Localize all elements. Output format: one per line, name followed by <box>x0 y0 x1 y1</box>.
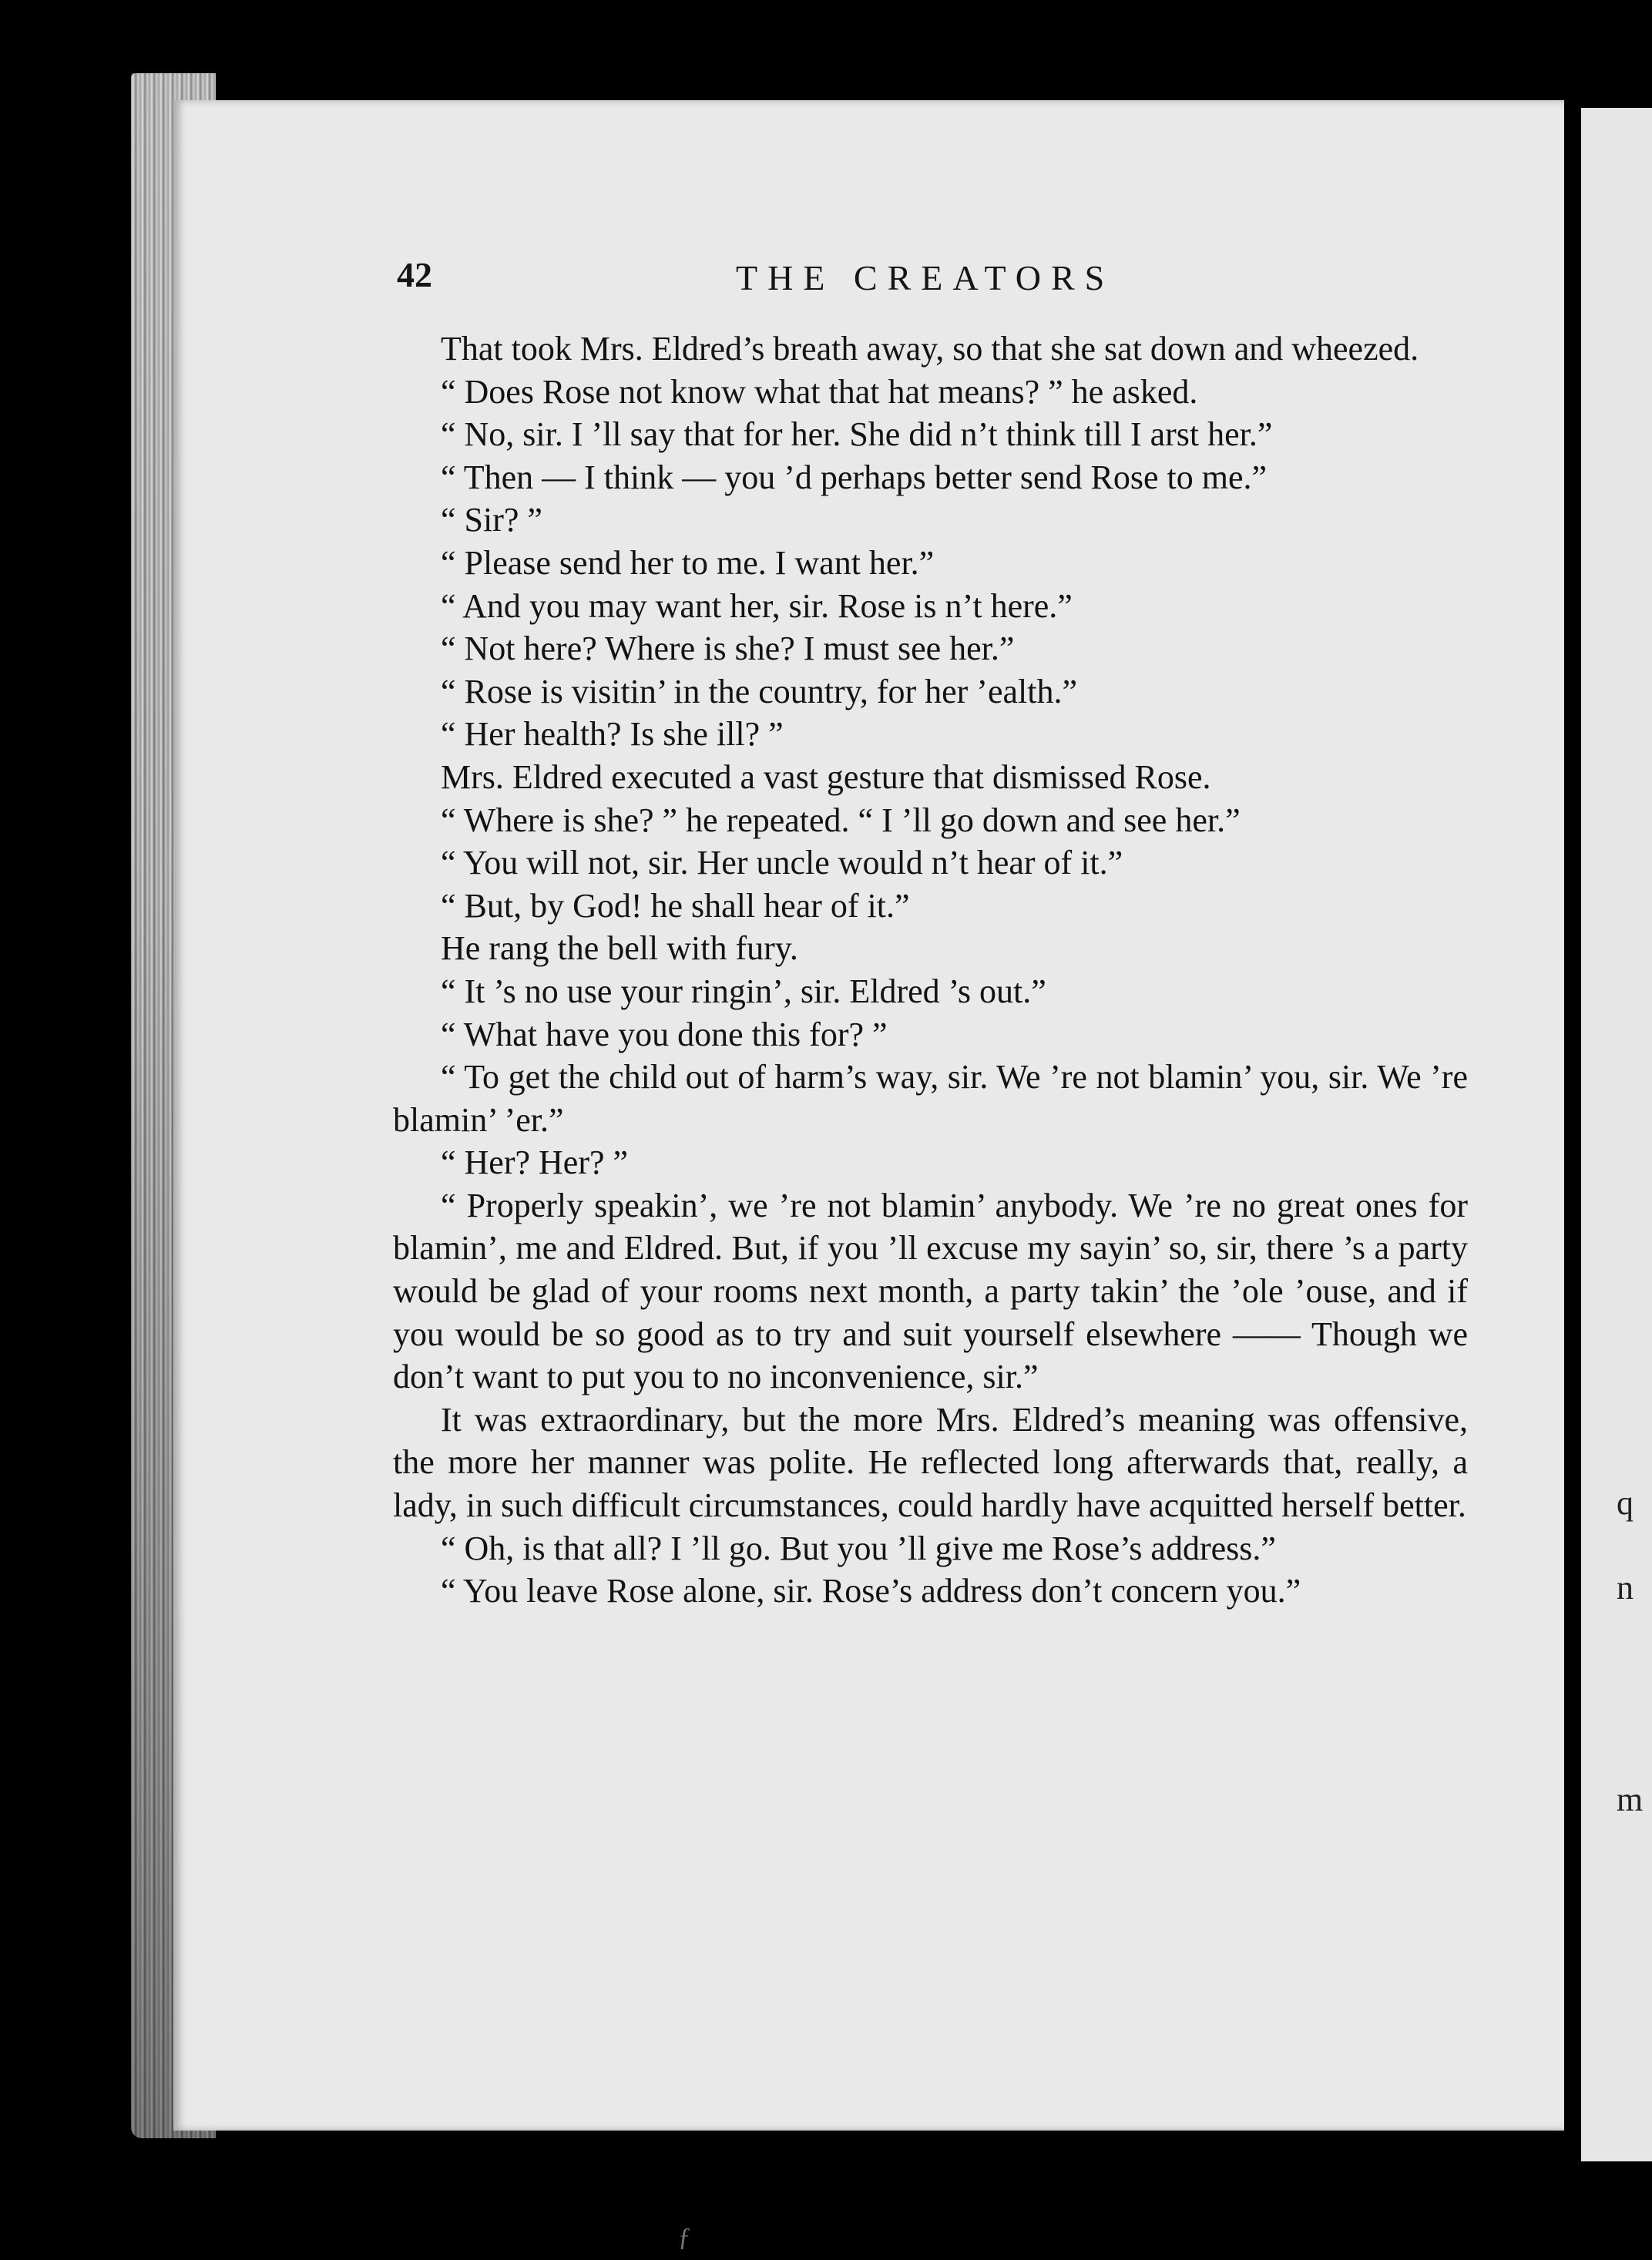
paragraph: “ And you may want her, sir. Rose is n’t here.” <box>441 586 1073 625</box>
paragraph: That took Mrs. Eldred’s breath away, so that she sat down and wheezed. <box>441 330 1419 368</box>
paragraph: “ It ’s no use your ringin’, sir. Eldred ’s out.” <box>441 972 1046 1010</box>
paragraph: “ What have you done this for? ” <box>441 1015 888 1053</box>
page-number: 42 <box>397 255 432 294</box>
facing-page-fragment: q <box>1617 1484 1634 1522</box>
paragraph: “ You leave Rose alone, sir. Rose’s address don’t concern you.” <box>441 1572 1301 1610</box>
paragraph: “ Her health? Is she ill? ” <box>441 715 784 754</box>
paragraph: “ You will not, sir. Her uncle would n’t hear of it.” <box>441 844 1123 882</box>
paragraph: “ Not here? Where is she? I must see her.” <box>441 630 1015 668</box>
paragraph: “ Properly speakin’, we ’re not blamin’ anybody. We ’re no great ones for blamin’, me and Eldred. But, if you ’ll excuse my sayin’ so, sir, there ’s a party would be glad of your rooms next month, a party takin’ the ’ole ’ouse, and if you would be so good as to try and suit yourself elsewhere —— Though we don’t want to put you to no inconvenience, sir.” <box>393 1186 1468 1396</box>
paragraph: “ But, by God! he shall hear of it.” <box>441 886 910 925</box>
paragraph: “ Please send her to me. I want her.” <box>441 543 935 582</box>
running-head: THE CREATORS <box>736 258 1115 297</box>
paragraph: “ No, sir. I ’ll say that for her. She did n’t think till I arst her.” <box>441 415 1273 454</box>
paragraph: “ Sir? ” <box>441 501 542 539</box>
paragraph: “ Does Rose not know what that hat means? ” he asked. <box>441 372 1198 411</box>
paragraph: “ To get the child out of harm’s way, sir. We ’re not blamin’ you, sir. We ’re blamin’ ’er.” <box>393 1058 1468 1139</box>
paragraph: “ Where is she? ” he repeated. “ I ’ll go down and see her.” <box>441 801 1241 839</box>
scan-artifact-mark: ƒ <box>678 2223 691 2252</box>
paragraph: “ Rose is visitin’ in the country, for her ’ealth.” <box>441 672 1077 710</box>
paragraph: “ Her? Her? ” <box>441 1143 629 1182</box>
paragraph: “ Oh, is that all? I ’ll go. But you ’ll give me Rose’s address.” <box>441 1529 1276 1567</box>
paragraph: “ Then — I think — you ’d perhaps better send Rose to me.” <box>441 458 1268 496</box>
facing-page-fragment: m <box>1617 1781 1644 1818</box>
body-text <box>393 327 1468 1613</box>
page-header <box>397 254 1491 301</box>
facing-page-edge <box>1581 108 1652 2161</box>
paragraph: Mrs. Eldred executed a vast gesture that dismissed Rose. <box>441 757 1211 796</box>
facing-page-fragment: n <box>1617 1569 1634 1607</box>
paragraph: He rang the bell with fury. <box>441 929 798 968</box>
paragraph: It was extraordinary, but the more Mrs. Eldred’s meaning was offensive, the more her manner was polite. He reflected long afterwards that, really, a lady, in such difficult circumstances, could hardly have acquitted herself better. <box>393 1400 1468 1525</box>
